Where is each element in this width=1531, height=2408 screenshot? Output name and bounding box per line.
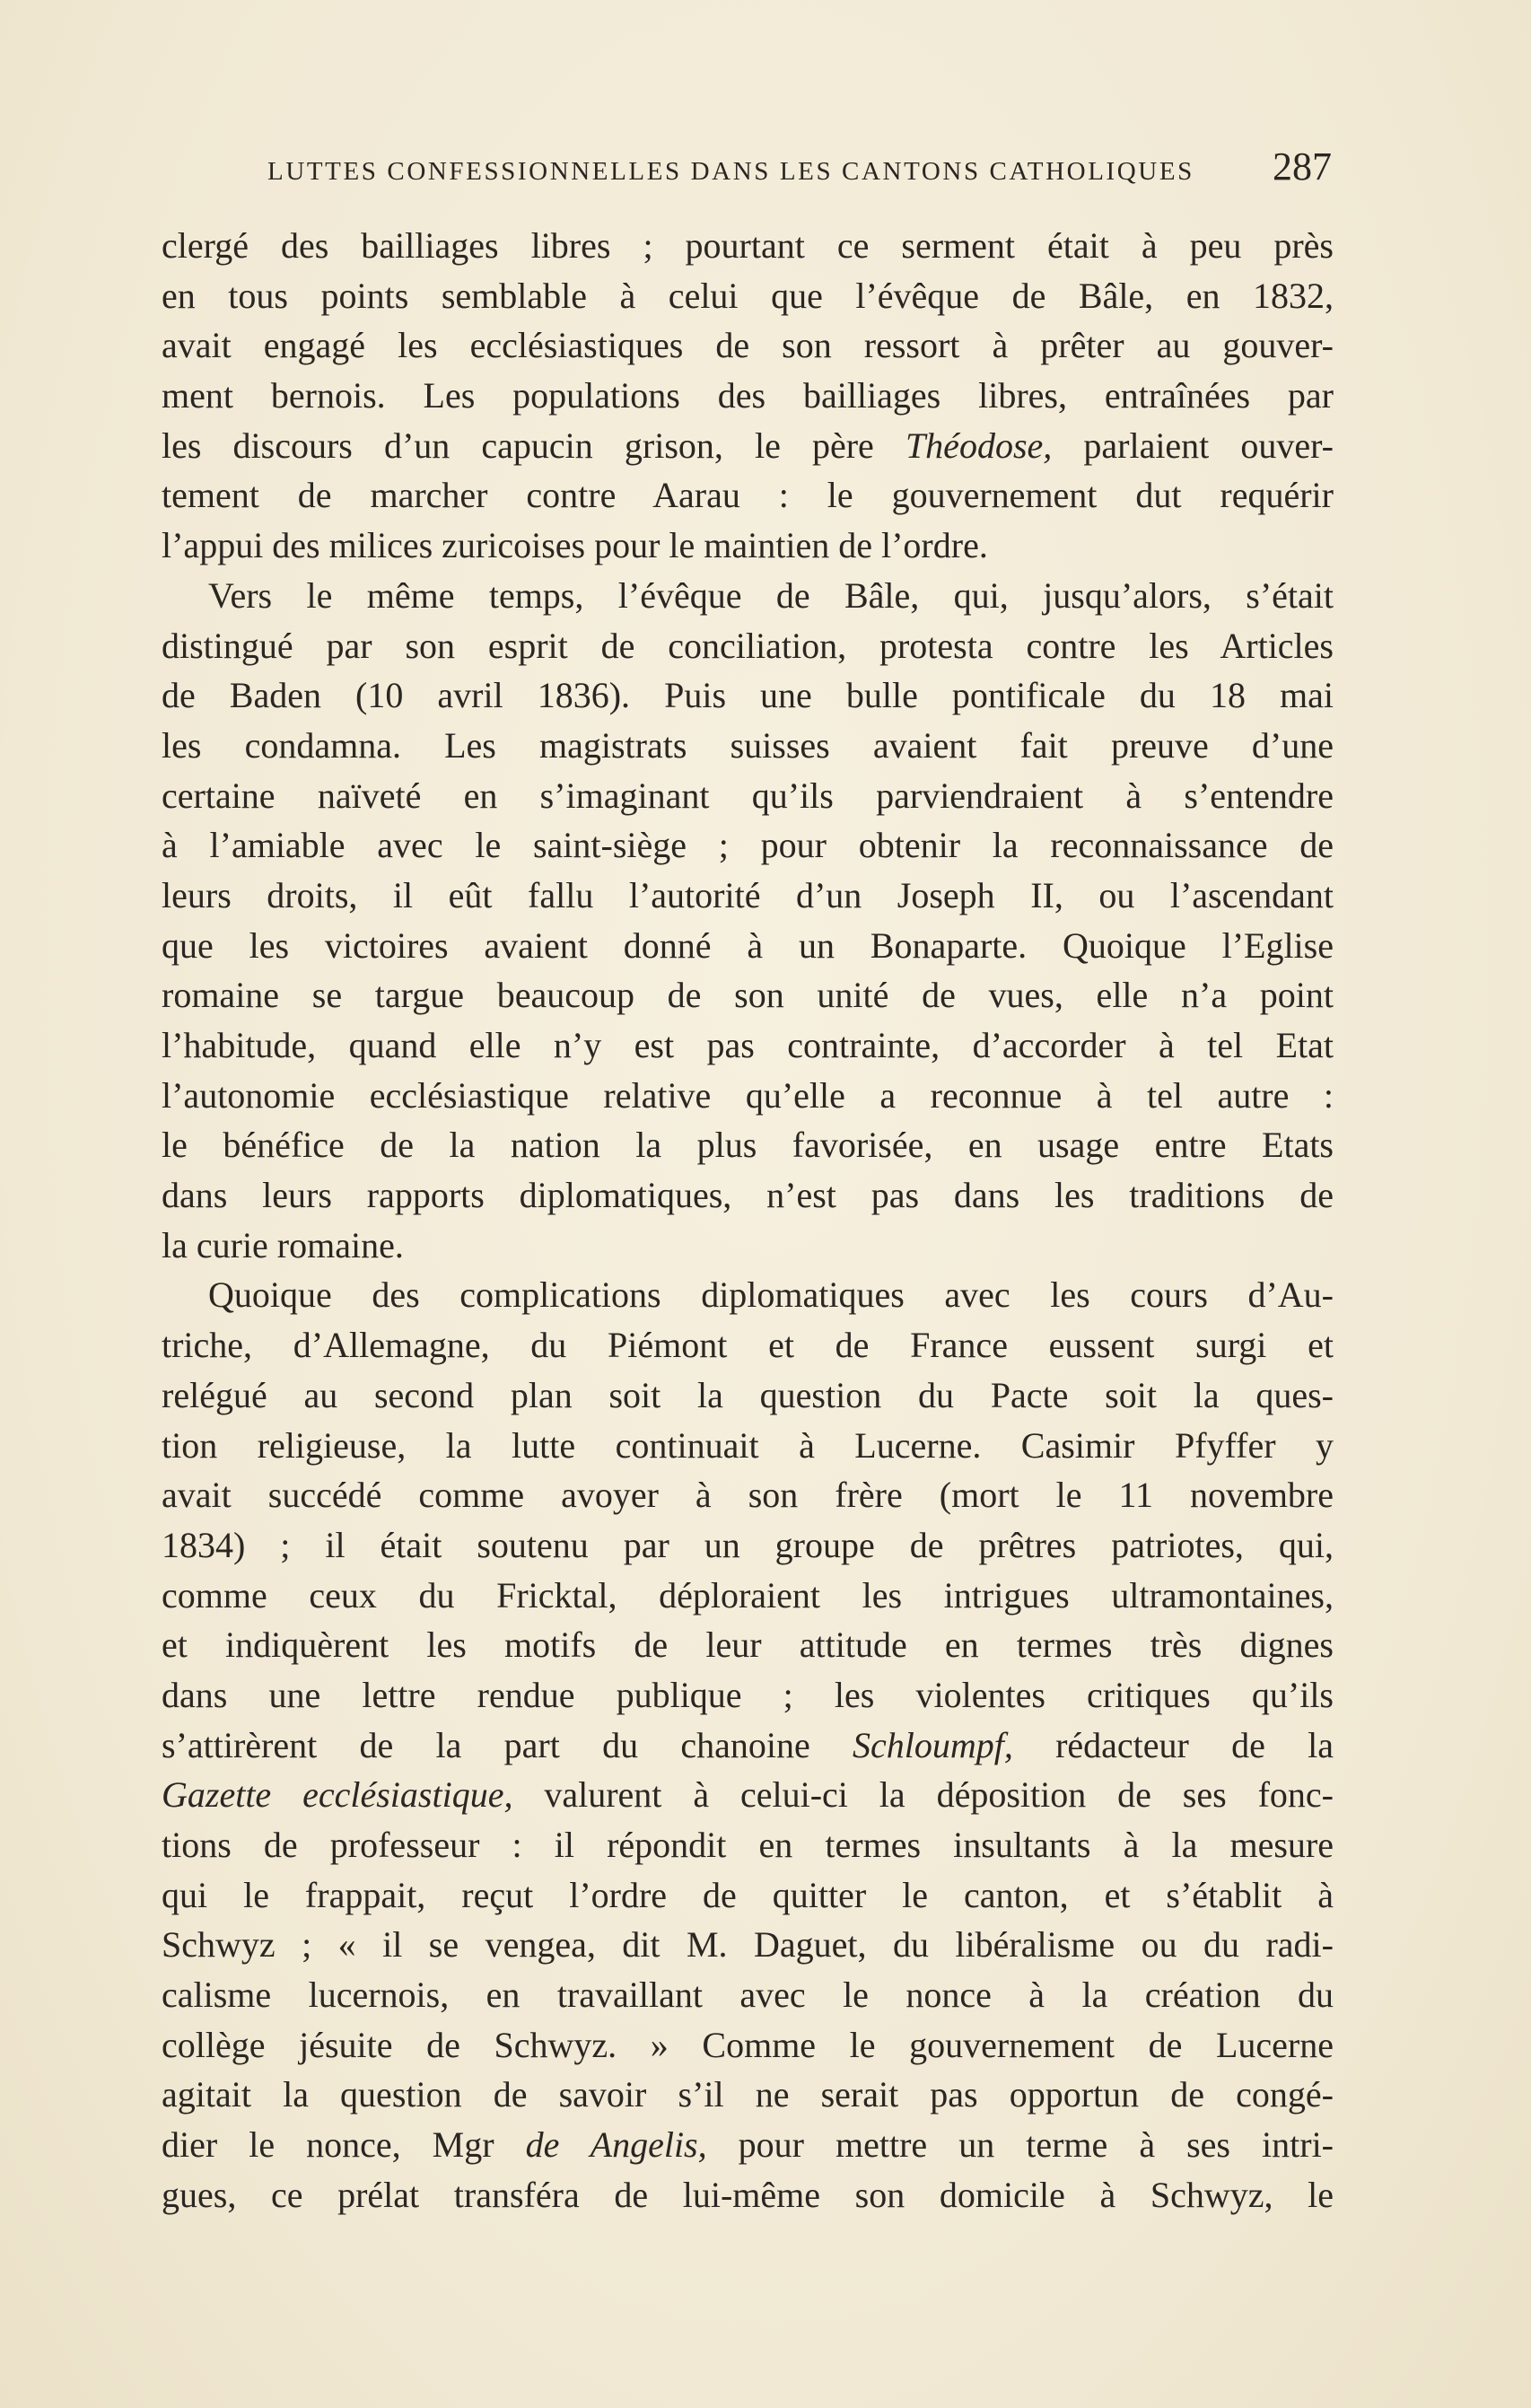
text-line: Vers le même temps, l’évêque de Bâle, qui, jusqu’alors, s’était [208,574,1334,616]
text-line: l’habitude, quand elle n’y est pas contrainte, d’accorder à tel Etat [162,1025,1334,1065]
text-line: comme ceux du Fricktal, déploraient les intrigues ultramontaines, [162,1574,1334,1616]
body-text [162,221,1334,2220]
text-line: en tous points semblable à celui que l’évêque de Bâle, en 1832, [162,275,1334,316]
text-line: les condamna. Les magistrats suisses avaient fait preuve d’une [162,724,1334,766]
running-header [267,144,1332,197]
text-segment: les discours d’un capucin grison, le père [162,425,905,466]
text-line: et indiquèrent les motifs de leur attitude en termes très dignes [162,1624,1334,1666]
text-line: l’appui des milices zuricoises pour le maintien de l’ordre. [162,525,988,566]
text-line: romaine se targue beaucoup de son unité de vues, elle n’a point [162,975,1334,1016]
text-line: à l’amiable avec le saint-siège ; pour obtenir la reconnaissance de [162,825,1334,866]
text-line: que les victoires avaient donné à un Bonaparte. Quoique l’Eglise [162,924,1334,966]
italic-name: de Angelis, [525,2124,707,2166]
text-segment: s’attirèrent de la part du chanoine [162,1724,853,1765]
text-line [162,1721,1334,1771]
text-line: qui le frappait, reçut l’ordre de quitter le canton, et s’établit à [162,1874,1334,1915]
italic-name: Schloumpf, [852,1724,1013,1765]
text-line: certaine naïveté en s’imaginant qu’ils parviendraient à s’entendre [162,775,1334,816]
text-line: le bénéfice de la nation la plus favorisée, en usage entre Etats [162,1125,1334,1166]
text-line: dans leurs rapports diplomatiques, n’est pas dans les traditions de [162,1175,1334,1216]
text-segment: pour mettre un terme à ses intri- [706,2124,1334,2166]
text-line: calisme lucernois, en travaillant avec le nonce à la création du [162,1975,1334,2016]
text-segment: dier le nonce, Mgr [162,2124,526,2166]
text-line [162,2120,1334,2170]
text-line: ment bernois. Les populations des bailliages libres, entraînées par [162,375,1334,416]
text-segment: parlaient ouver- [1052,425,1334,466]
text-line: agitait la question de savoir s’il ne serait pas opportun de congé- [162,2074,1334,2115]
text-line [162,421,1334,471]
text-line: triche, d’Allemagne, du Piémont et de France eussent surgi et [162,1325,1334,1366]
text-line: l’autonomie ecclésiastique relative qu’elle a reconnue à tel autre : [162,1074,1334,1116]
text-line: relégué au second plan soit la question du Pacte soit la ques- [162,1374,1334,1415]
text-line: la curie romaine. [162,1224,404,1265]
text-line: Quoique des complications diplomatiques avec les cours d’Au- [208,1274,1334,1316]
page-number: 287 [1273,144,1332,188]
text-line: collège jésuite de Schwyz. » Comme le gouvernement de Lucerne [162,2024,1334,2065]
text-line: clergé des bailliages libres ; pourtant ce serment était à peu près [162,225,1334,266]
text-line: leurs droits, il eût fallu l’autorité d’un Joseph II, ou l’ascendant [162,874,1334,915]
text-line: tement de marcher contre Aarau : le gouvernement dut requérir [162,475,1334,516]
text-line: 1834) ; il était soutenu par un groupe de prêtres patriotes, qui, [162,1524,1334,1565]
text-line: avait engagé les ecclésiastiques de son ressort à prêter au gouver- [162,325,1334,366]
text-line [162,1770,1334,1820]
text-line: tion religieuse, la lutte continuait à Lucerne. Casimir Pfyffer y [162,1424,1334,1466]
text-segment: valurent à celui-ci la déposition de ses fonc- [512,1774,1334,1816]
text-segment: rédacteur de la [1012,1724,1334,1765]
text-line: gues, ce prélat transféra de lui-même son domicile à Schwyz, le [162,2174,1334,2215]
text-line: distingué par son esprit de conciliation, protesta contre les Articles [162,625,1334,666]
italic-name: Théodose, [905,425,1053,466]
text-line: dans une lettre rendue publique ; les violentes critiques qu’ils [162,1674,1334,1715]
running-title: LUTTES CONFESSIONNELLES DANS LES CANTONS CATHOLIQUES [267,157,1194,186]
text-line: de Baden (10 avril 1836). Puis une bulle pontificale du 18 mai [162,675,1334,716]
text-line: avait succédé comme avoyer à son frère (mort le 11 novembre [162,1475,1334,1516]
text-line: Schwyz ; « il se vengea, dit M. Daguet, du libéralisme ou du radi- [162,1924,1334,1966]
text-line: tions de professeur : il répondit en termes insultants à la mesure [162,1825,1334,1865]
italic-name: Gazette ecclésiastique, [162,1774,513,1816]
